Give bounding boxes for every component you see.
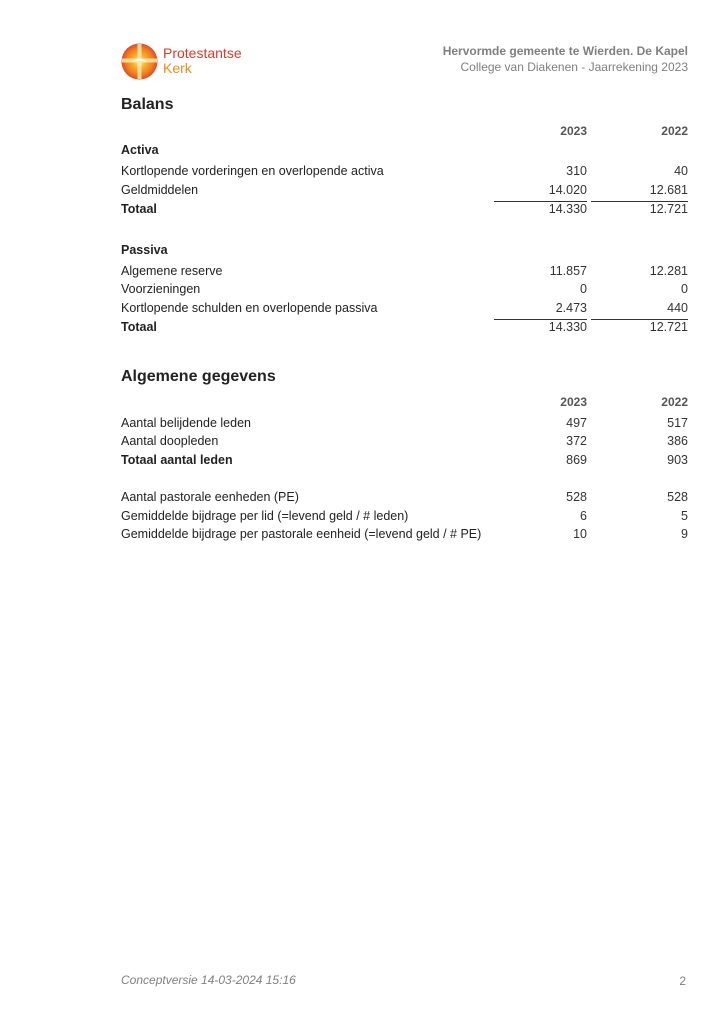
passiva-total-row [121, 320, 688, 337]
value-2022: 528 [667, 490, 688, 504]
church-emblem-icon [121, 43, 158, 80]
header-title: Hervormde gemeente te Wierden. De Kapel [442, 44, 688, 58]
activa-total-row [121, 202, 688, 219]
total-2023: 14.330 [548, 320, 587, 334]
balans-title: Balans [121, 96, 174, 113]
algemene-gegevens-title: Algemene gegevens [121, 368, 276, 385]
total-2022: 12.721 [649, 202, 688, 216]
total-label: Totaal [121, 202, 157, 216]
table-row [121, 301, 688, 318]
row-label: Totaal aantal leden [121, 453, 233, 467]
total-2023: 14.330 [548, 202, 587, 216]
table-row [121, 416, 688, 433]
row-label: Gemiddelde bijdrage per lid (=levend geld / # leden) [121, 509, 409, 523]
row-label: Kortlopende schulden en overlopende passiva [121, 301, 378, 315]
protestantse-kerk-logo [121, 43, 261, 83]
value-2023: 497 [566, 416, 587, 430]
table-row [121, 527, 688, 544]
footer-version: Conceptversie 14-03-2024 15:16 [121, 973, 296, 987]
document-header [443, 44, 688, 74]
year-2022-label: 2022 [661, 124, 688, 138]
row-label: Voorzieningen [121, 282, 201, 296]
row-label: Geldmiddelen [121, 183, 199, 197]
value-2023: 528 [566, 490, 587, 504]
total-2022: 12.721 [649, 320, 688, 334]
value-2022: 40 [674, 164, 688, 178]
value-2023: 2.473 [555, 301, 587, 315]
value-2023: 14.020 [548, 183, 587, 197]
table-row [121, 434, 688, 451]
value-2022: 5 [681, 509, 688, 523]
activa-heading: Activa [121, 143, 159, 157]
logo-word-kerk: Kerk [163, 60, 192, 76]
year-2022-label: 2022 [661, 395, 688, 409]
passiva-heading: Passiva [121, 243, 168, 257]
value-2022: 9 [681, 527, 688, 541]
table-row [121, 509, 688, 526]
table-row [121, 183, 688, 200]
balans-year-header [121, 124, 688, 141]
value-2022: 440 [667, 301, 688, 315]
logo-word-protestantse: Protestantse [163, 45, 242, 61]
value-2022: 0 [681, 282, 688, 296]
value-2023: 10 [573, 527, 587, 541]
table-row [121, 264, 688, 281]
value-2022: 12.681 [649, 183, 688, 197]
year-2023-label: 2023 [560, 124, 587, 138]
value-2022: 517 [667, 416, 688, 430]
header-subtitle: College van Diakenen - Jaarrekening 2023 [460, 60, 688, 74]
row-label: Kortlopende vorderingen en overlopende activa [121, 164, 384, 178]
total-label: Totaal [121, 320, 157, 334]
value-2022: 903 [667, 453, 688, 467]
table-row [121, 490, 688, 507]
value-2023: 0 [580, 282, 587, 296]
totaal-leden-row [121, 453, 688, 470]
table-row [121, 282, 688, 299]
row-label: Gemiddelde bijdrage per pastorale eenheid (=levend geld / # PE) [121, 527, 482, 541]
table-row [121, 164, 688, 181]
value-2023: 869 [566, 453, 587, 467]
row-label: Aantal doopleden [121, 434, 219, 448]
algemeen-year-header [121, 395, 688, 412]
value-2023: 372 [566, 434, 587, 448]
passiva-heading-row [121, 243, 688, 260]
year-2023-label: 2023 [560, 395, 587, 409]
row-label: Algemene reserve [121, 264, 223, 278]
page-number: 2 [679, 974, 686, 988]
value-2023: 6 [580, 509, 587, 523]
activa-heading-row [121, 143, 688, 160]
value-2022: 386 [667, 434, 688, 448]
value-2022: 12.281 [649, 264, 688, 278]
row-label: Aantal belijdende leden [121, 416, 251, 430]
value-2023: 310 [566, 164, 587, 178]
row-label: Aantal pastorale eenheden (PE) [121, 490, 299, 504]
value-2023: 11.857 [549, 264, 587, 278]
